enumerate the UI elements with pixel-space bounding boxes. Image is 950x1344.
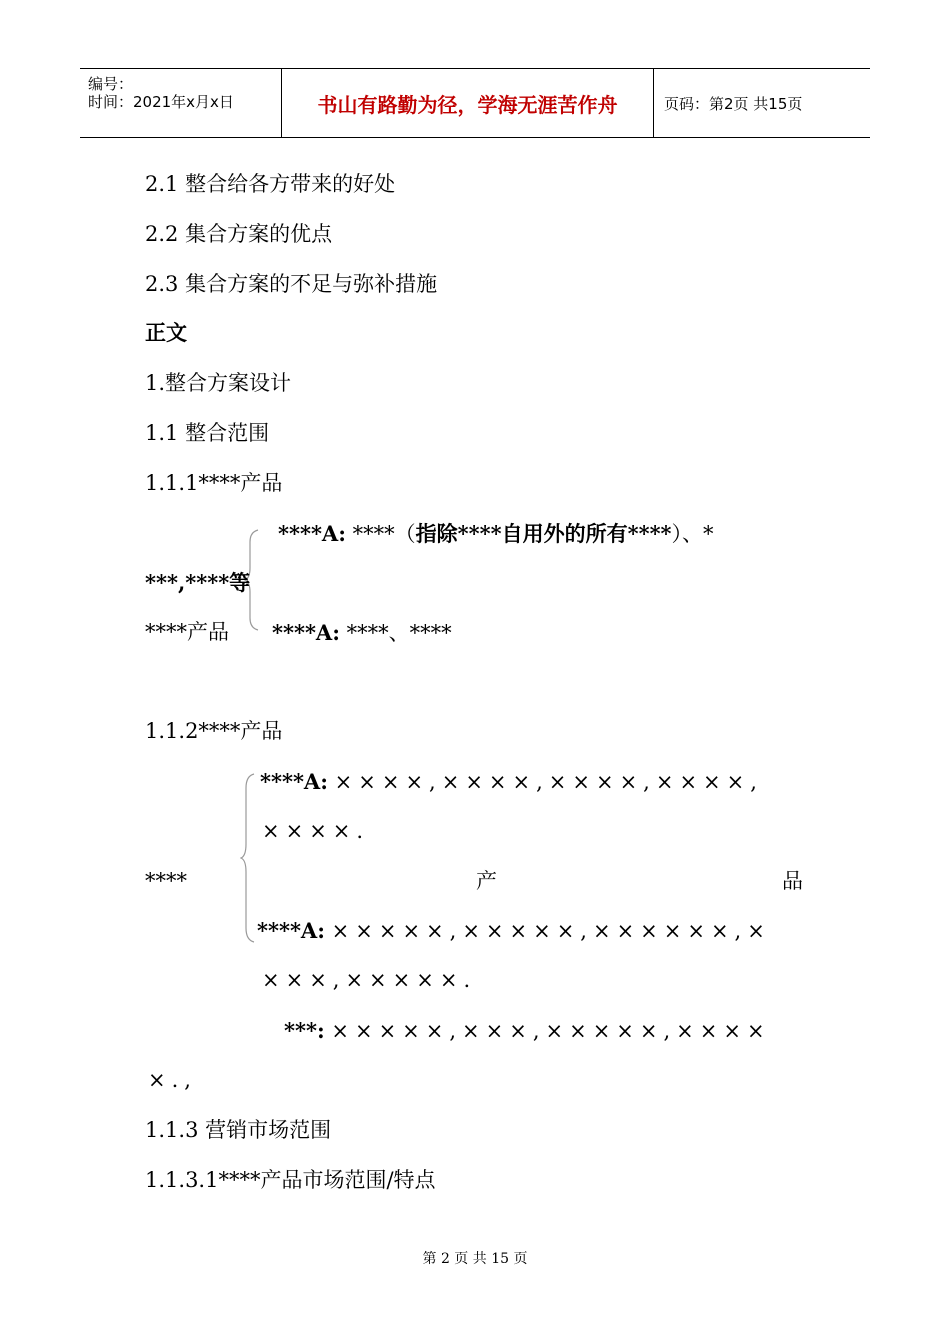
product2-group-char-1: 产 [476,869,497,893]
product2-c-text: ×××××,×××,×××××,×××× [331,1019,771,1043]
product-a-label: ****A: [278,521,346,546]
header-meta-cell [80,69,282,137]
time-label: 时间：2021年x月x日 [88,93,234,111]
header-page-cell [654,69,870,137]
section-1-1-3-1: 1.1.3.1****产品市场范围/特点 [145,1168,436,1192]
product2-b-label: ****A: [257,918,325,943]
product-a-text: ****（ [352,522,416,546]
section-1-1-3: 1.1.3 营销市场范围 [145,1118,332,1142]
product2-a-line [260,771,763,793]
product-a-bold: 指除****自用外的所有**** [415,521,672,546]
motto: 书山有路勤为径，学海无涯苦作舟 [317,92,618,117]
page-info: 页码：第2页 共15页 [664,94,803,113]
document-header [80,68,870,138]
product-group-label: ****产品 [145,620,229,644]
product-a-line [278,523,714,545]
section-1: 1.整合方案设计 [145,371,292,395]
product-b-label: ****A: [272,620,340,645]
product-a-continuation: ***,****等 [145,570,251,595]
toc-item-2-3: 2.3 集合方案的不足与弥补措施 [145,272,438,296]
product-b-text: ****、**** [346,621,452,645]
section-1-1-1: 1.1.1****产品 [145,471,283,495]
number-label: 编号： [88,75,134,93]
product2-group-char-2: 品 [782,869,803,893]
product2-b-continuation: ×××,×××××. [262,968,477,992]
toc-item-2-1: 2.1 整合给各方带来的好处 [145,172,396,196]
product-b-line [272,622,452,644]
product2-a-text: ××××,××××,××××,××××, [334,770,763,794]
product2-b-text: ×××××,×××××,××××××,× [331,919,771,943]
section-1-1: 1.1 整合范围 [145,421,270,445]
product2-c-continuation: ×., [148,1068,197,1092]
product2-c-label: ***: [284,1018,325,1043]
header-motto-cell [282,69,654,137]
product2-group-label: **** [145,869,187,893]
product2-a-continuation: ××××. [262,819,370,843]
product-a-tail: ）、* [671,522,714,546]
product2-c-line [284,1020,771,1042]
section-1-1-2: 1.1.2****产品 [145,719,283,743]
product2-a-label: ****A: [260,769,328,794]
body-heading: 正文 [145,321,187,345]
toc-item-2-2: 2.2 集合方案的优点 [145,222,333,246]
page-footer: 第 2 页 共 15 页 [422,1251,528,1267]
product2-b-line [257,920,771,942]
